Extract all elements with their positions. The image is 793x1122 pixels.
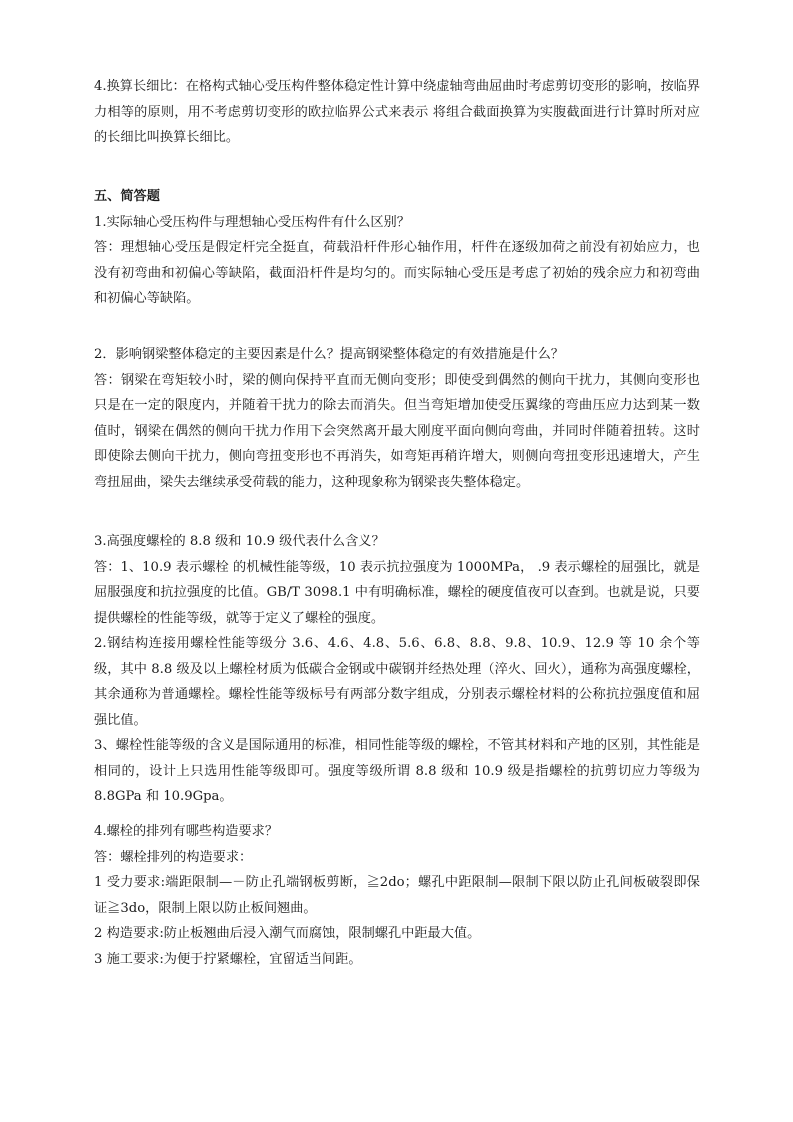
answer-4-item-1: 1 受力要求:端距限制—－防止孔端钢板剪断，≧2do；螺孔中距限制—限制下限以防止孔间板破裂即保证≧3do，限制上限以防止板间翘曲。 — [94, 875, 700, 916]
answer-3-part-3: 3、螺栓性能等级的含义是国际通用的标准，相同性能等级的螺栓，不管其材料和产地的区别，其性能是相同的，设计上只选用性能等级即可。强度等级所谓 8.8 级和 10.9 级是指螺栓的抗剪切应力等级为 8.8GPa 和 10.9Gpa。 — [94, 738, 700, 804]
question-1: 1.实际轴心受压构件与理想轴心受压构件有什么区别？ — [94, 214, 410, 230]
question-2-block — [94, 342, 700, 495]
section-5-block — [94, 184, 700, 312]
question-4-block — [94, 819, 700, 972]
answer-4-item-3: 3 施工要求:为便于拧紧螺栓，宜留适当间距。 — [94, 951, 362, 967]
answer-2: 答：钢梁在弯矩较小时，梁的侧向保持平直而无侧向变形；即使受到偶然的侧向干扰力，其侧向变形也只是在一定的限度内，并随着干扰力的除去而消失。但当弯矩增加使受压翼缘的弯曲压应力达到某一数值时，钢梁在偶然的侧向干扰力作用下会突然离开最大刚度平面向侧向弯曲，并同时伴随着扭转。这时即使除去侧向干扰力，侧向弯扭变形也不再消失，如弯矩再稍许增大，则侧向弯扭变形迅速增大，产生弯扭屈曲，梁失去继续承受荷载的能力，这种现象称为钢梁丧失整体稳定。 — [94, 372, 700, 490]
answer-4-intro: 答：螺栓排列的构造要求： — [94, 849, 253, 865]
section-4-block — [94, 74, 700, 151]
answer-3-part-2: 2.钢结构连接用螺栓性能等级分 3.6、4.6、4.8、5.6、6.8、8.8、9.8、10.9、12.9 等 10 余个等级，其中 8.8 级及以上螺栓材质为低碳合金钢或中碳钢并经热处理（淬火、回火），通称为高强度螺栓，其余通称为普通螺栓。螺栓性能等级标号有两部分数字组成，分别表示螺栓材料的公称抗拉强度值和屈强比值。 — [94, 636, 700, 728]
question-2: 2．影响钢梁整体稳定的主要因素是什么？提高钢梁整体稳定的有效措施是什么？ — [94, 347, 564, 362]
section-heading: 五、简答题 — [94, 189, 160, 204]
question-3-block — [94, 529, 700, 810]
question-3: 3.高强度螺栓的 8.8 级和 10.9 级代表什么含义？ — [94, 534, 385, 549]
answer-1: 答：理想轴心受压是假定杆完全挺直，荷载沿杆件形心轴作用，杆件在逐级加荷之前没有初始应力，也没有初弯曲和初偏心等缺陷，截面沿杆件是均匀的。而实际轴心受压是考虑了初始的残余应力和初弯曲和初偏心等缺陷。 — [94, 240, 700, 306]
definition-paragraph: 4.换算长细比：在格构式轴心受压构件整体稳定性计算中绕虚轴弯曲屈曲时考虑剪切变形的影响，按临界力相等的原则，用不考虑剪切变形的欧拉临界公式来表示 将组合截面换算为实腹截面进行计算时所对应的长细比叫换算长细比。 — [94, 79, 701, 145]
answer-3-part-1: 答：1、10.9 表示螺栓 的机械性能等级，10 表示抗拉强度为 1000MPa， .9 表示螺栓的屈强比，就是屈服强度和抗拉强度的比值。GB/T 3098.1 中有明确标准，螺栓的硬度值夜可以查到。也就是说，只要提供螺栓的性能等级，就等于定义了螺栓的强度。 — [94, 559, 700, 626]
answer-4-item-2: 2 构造要求:防止板翘曲后浸入潮气而腐蚀，限制螺孔中距最大值。 — [94, 926, 481, 941]
question-4: 4.螺栓的排列有哪些构造要求？ — [94, 824, 279, 839]
